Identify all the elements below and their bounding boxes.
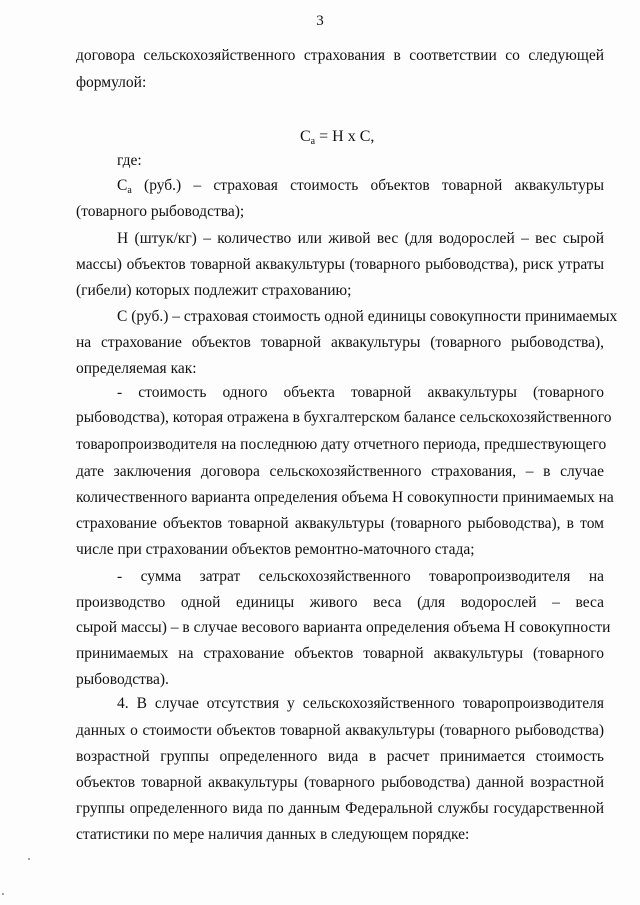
text-line: товаропроизводителя на последнюю дату отчетного периода, предшествующего xyxy=(76,436,607,453)
where-label: где: xyxy=(117,152,142,169)
text-line: массы) объектов товарной аквакультуры (товарного рыбоводства), риск утраты xyxy=(76,256,604,273)
scan-speck xyxy=(28,858,30,860)
text-line: Н (штук/кг) – количество или живой вес (для водорослей – вес сырой xyxy=(117,230,604,247)
text-line: принимаемых на страхование объектов товарной аквакультуры (товарного xyxy=(76,645,604,662)
text-line: $С_а$ (руб.) – страховая стоимость объектов товарной аквакультуры xyxy=(117,177,604,196)
text-line: количественного варианта определения объема Н совокупности принимаемых на xyxy=(76,489,614,506)
text-line: определяемая как: xyxy=(76,360,197,377)
scan-speck xyxy=(2,893,4,895)
text-line: на страхование объектов товарной аквакультуры (товарного рыбоводства), xyxy=(76,334,604,351)
formula-subscript: а xyxy=(310,136,316,147)
ca-symbol: $С_а$ xyxy=(117,177,132,196)
text-line: статистики по мере наличия данных в следующем порядке: xyxy=(76,826,470,843)
text-line: рыбоводства), которая отражена в бухгалтерском балансе сельскохозяйственного xyxy=(76,409,612,426)
text-line: (товарного рыбоводства); xyxy=(76,203,245,220)
page-number: 3 xyxy=(316,13,324,29)
text-line: договора сельскохозяйственного страхования в соответствии со следующей xyxy=(76,47,604,64)
text-line: сырой массы) – в случае весового варианта определения объема Н совокупности xyxy=(76,619,611,636)
text-line: С (руб.) – страховая стоимость одной единицы совокупности принимаемых xyxy=(117,308,618,325)
text-line: (гибели) которых подлежит страхованию; xyxy=(76,282,352,299)
text-line: 4. В случае отсутствия у сельскохозяйственного товаропроизводителя xyxy=(117,695,604,712)
text-line: возрастной группы определенного вида в расчет принимается стоимость xyxy=(76,748,604,765)
formula-lhs: С xyxy=(300,128,311,145)
text-line: формулой: xyxy=(76,74,147,91)
text-line: дате заключения договора сельскохозяйственного страхования, – в случае xyxy=(76,463,604,480)
text-line: объектов товарной аквакультуры (товарного рыбоводства) данной возрастной xyxy=(76,774,604,791)
text-line: рыбоводства). xyxy=(76,671,169,688)
formula-rhs: = Н х С, xyxy=(315,128,375,145)
text-line: числе при страховании объектов ремонтно-маточного стада; xyxy=(76,541,475,558)
text-line: страхование объектов товарной аквакультуры (товарного рыбоводства), в том xyxy=(76,515,604,532)
text-line: - стоимость одного объекта товарной аквакультуры (товарного xyxy=(117,384,604,401)
text-line: данных о стоимости объектов товарной аквакультуры (товарного рыбоводства) xyxy=(76,722,604,739)
text-line: группы определенного вида по данным Федеральной службы государственной xyxy=(76,800,604,817)
formula xyxy=(300,128,374,147)
text-line: производство одной единицы живого веса (для водорослей – веса xyxy=(76,594,604,611)
text-line: - сумма затрат сельскохозяйственного товаропроизводителя на xyxy=(117,568,604,585)
